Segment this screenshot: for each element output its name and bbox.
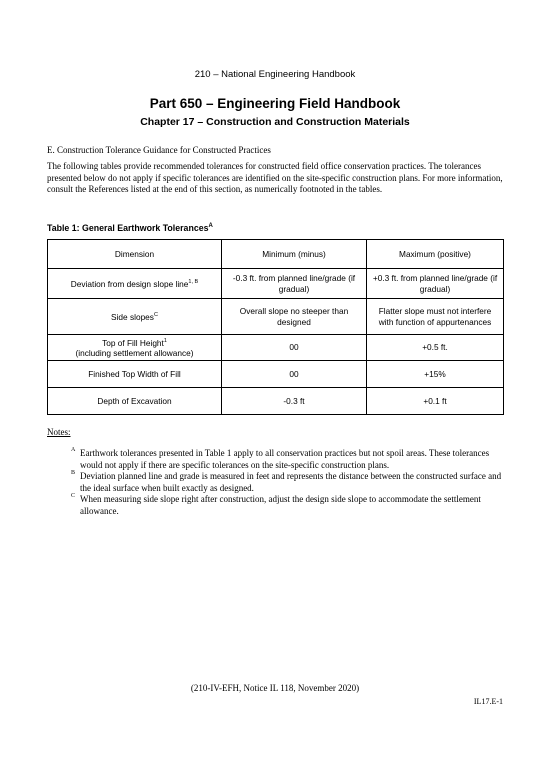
column-header-dimension: Dimension [48,240,222,269]
dimension-text: Deviation from design slope line [70,279,189,290]
cell-maximum: +15% [367,360,504,387]
cell-minimum: 00 [222,360,367,387]
cell-minimum: -0.3 ft. from planned line/grade (if gradual) [222,269,367,299]
table-caption-footnote-mark: A [208,223,213,230]
chapter-title: Chapter 17 – Construction and Construction Materials [140,116,410,128]
note-mark: C [71,493,76,499]
note-item [71,447,510,471]
dimension-subtext: (including settlement allowance) [75,348,194,359]
table-caption [47,223,213,233]
table-row [48,335,504,361]
table-row [48,299,504,335]
table-row [48,387,504,414]
footnote-mark: C [153,312,158,319]
section-heading: E. Construction Tolerance Guidance for Constructed Practices [47,145,271,155]
footer-notice: (210-IV-EFH, Notice IL 118, November 2020) [190,683,360,693]
intro-paragraph: The following tables provide recommended tolerances for constructed field office conservation practices. The tolerances presented below do not apply if specific tolerances are identified on the site-specific construction plans. For more information, consult the References listed at the end of this section, as numerically footnoted in the tables. [47,161,503,194]
table-row [48,360,504,387]
column-header-minimum: Minimum (minus) [222,240,367,269]
dimension-text: Side slopes [111,312,154,323]
footnote-mark: 1, B [188,279,199,286]
note-text: When measuring side slope right after construction, adjust the design side slope to accommodate the settlement allowance. [80,494,481,516]
cell-maximum: Flatter slope must not interfere with function of appurtenances [367,299,504,335]
cell-maximum: +0.5 ft. [367,335,504,361]
cell-dimension: Finished Top Width of Fill [48,360,222,387]
cell-dimension [48,299,222,335]
cell-dimension [48,335,222,361]
cell-minimum: 00 [222,335,367,361]
footnote-mark: 1 [163,338,167,344]
note-text: Deviation planned line and grade is measured in feet and represents the distance between the constructed surface and the ideal surface when built exactly as designed. [80,471,502,493]
part-title: Part 650 – Engineering Field Handbook [149,96,401,111]
cell-minimum: -0.3 ft [222,387,367,414]
cell-dimension [48,269,222,299]
note-item [71,493,510,517]
table-header-row [48,240,504,269]
note-text: Earthwork tolerances presented in Table 1 apply to all conservation practices but not spoil areas. These tolerances would not apply if there are specific tolerances on the site-specific construction plans. [80,448,490,470]
note-mark: B [71,470,76,476]
notes-label: Notes: [47,427,71,437]
column-header-maximum: Maximum (positive) [367,240,504,269]
note-item [71,470,510,494]
dimension-text: Top of Fill Height [102,337,164,348]
cell-dimension: Depth of Excavation [48,387,222,414]
cell-maximum: +0.3 ft. from planned line/grade (if gradual) [367,269,504,299]
note-mark: A [71,447,76,453]
cell-minimum: Overall slope no steeper than designed [222,299,367,335]
table-caption-text: Table 1: General Earthwork Tolerances [47,223,209,233]
page-number: IL17.E-1 [473,697,503,706]
handbook-header: 210 – National Engineering Handbook [194,69,356,80]
table-row [48,269,504,299]
earthwork-tolerances-table [47,239,504,415]
cell-maximum: +0.1 ft [367,387,504,414]
